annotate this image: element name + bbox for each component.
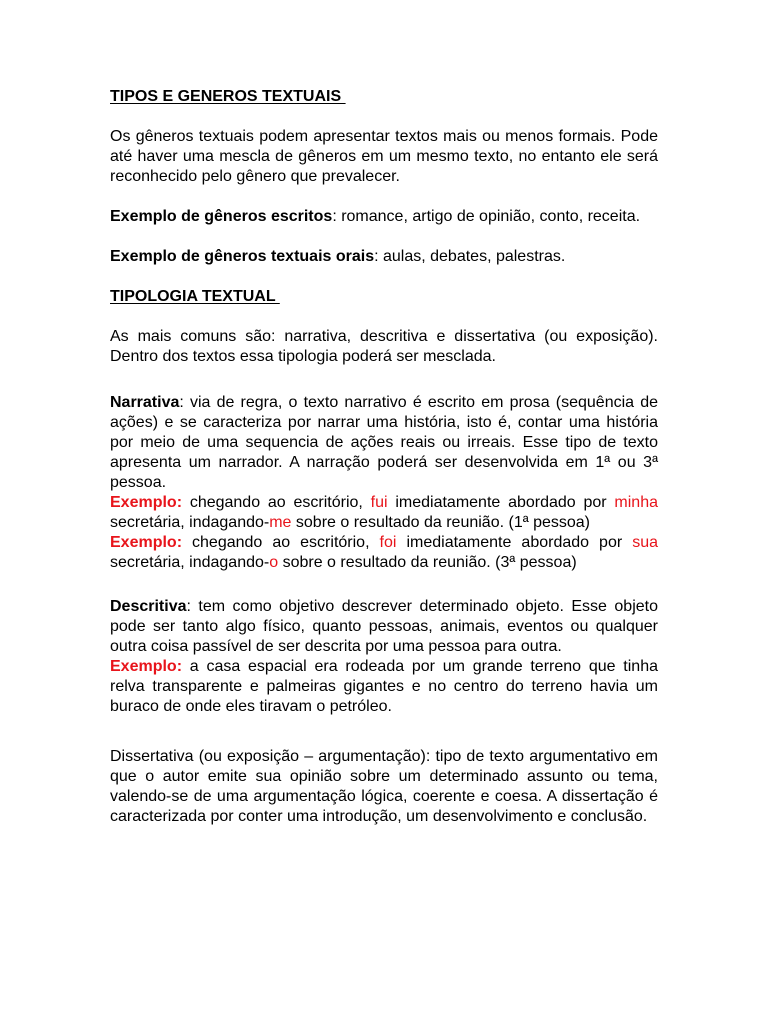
example-text: secretária, indagando- xyxy=(110,514,270,531)
descritiva-text: : tem como objetivo descrever determinado objeto. Esse objeto pode ser tanto algo físico, quanto pessoas, animais, eventos ou qualquer outra coisa passível de ser descrita por uma pessoa para outra. xyxy=(110,598,658,655)
spacer xyxy=(110,367,658,393)
spacer xyxy=(110,187,658,207)
example-highlight: o xyxy=(269,554,279,571)
example-descritiva xyxy=(110,657,658,717)
spacer xyxy=(110,227,658,247)
example-label: Exemplo: xyxy=(110,534,183,551)
oral-genres-paragraph xyxy=(110,247,658,267)
descritiva-label: Descritiva xyxy=(110,598,187,615)
example-text: imediatamente abordado por xyxy=(387,494,615,511)
narrativa-text: : via de regra, o texto narrativo é escrito em prosa (sequência de ações) e se caracteriza por narrar uma história, isto é, contar uma história por meio de uma sequencia de ações reais ou irreais. Esse tipo de texto apresenta um narrador. A narração poderá ser desenvolvida em 1ª ou 3ª pessoa. xyxy=(110,394,658,491)
example-text: a casa espacial era rodeada por um grande terreno que tinha relva transparente e palmeiras gigantes e no centro do terreno havia um buraco de onde eles tiravam o petróleo. xyxy=(110,658,658,715)
section-heading-tipos-generos: TIPOS E GENEROS TEXTUAIS xyxy=(110,88,346,105)
common-types-paragraph: As mais comuns são: narrativa, descritiva e dissertativa (ou exposição). Dentro dos textos essa tipologia poderá ser mesclada. xyxy=(110,328,658,365)
example-label: Exemplo: xyxy=(110,494,183,511)
written-genres-text: : romance, artigo de opinião, conto, receita. xyxy=(332,208,641,225)
example-text: secretária, indagando- xyxy=(110,554,270,571)
written-genres-label: Exemplo de gêneros escritos xyxy=(110,208,333,225)
spacer xyxy=(110,307,658,327)
example-highlight: foi xyxy=(379,534,397,551)
oral-genres-label: Exemplo de gêneros textuais orais xyxy=(110,248,375,265)
oral-genres-text: : aulas, debates, palestras. xyxy=(374,248,566,265)
example-text: sobre o resultado da reunião. (3ª pessoa) xyxy=(278,554,577,571)
spacer xyxy=(110,267,658,287)
written-genres-paragraph xyxy=(110,207,658,227)
example-text: chegando ao escritório, xyxy=(182,534,380,551)
example-highlight: me xyxy=(269,514,292,531)
example-highlight: minha xyxy=(614,494,658,511)
document-page xyxy=(110,87,658,827)
intro-paragraph: Os gêneros textuais podem apresentar textos mais ou menos formais. Pode até haver uma mescla de gêneros em um mesmo texto, no entanto ele será reconhecido pelo gênero que prevalecer. xyxy=(110,128,658,185)
example-text: imediatamente abordado por xyxy=(396,534,633,551)
example-highlight: sua xyxy=(632,534,658,551)
spacer xyxy=(110,717,658,747)
example-label: Exemplo: xyxy=(110,658,183,675)
section-heading-tipologia: TIPOLOGIA TEXTUAL xyxy=(110,288,280,305)
descritiva-paragraph xyxy=(110,597,658,657)
example-text: chegando ao escritório, xyxy=(182,494,371,511)
example-first-person xyxy=(110,493,658,533)
narrativa-paragraph xyxy=(110,393,658,493)
example-text: sobre o resultado da reunião. (1ª pessoa) xyxy=(291,514,590,531)
example-highlight: fui xyxy=(370,494,388,511)
spacer xyxy=(110,573,658,597)
example-third-person xyxy=(110,533,658,573)
dissertativa-paragraph: Dissertativa (ou exposição – argumentação): tipo de texto argumentativo em que o autor emite sua opinião sobre um determinado assunto ou tema, valendo-se de uma argumentação lógica, coerente e coesa. A dissertação é caracterizada por conter uma introdução, um desenvolvimento e conclusão. xyxy=(110,748,658,825)
spacer xyxy=(110,107,658,127)
narrativa-label: Narrativa xyxy=(110,394,180,411)
